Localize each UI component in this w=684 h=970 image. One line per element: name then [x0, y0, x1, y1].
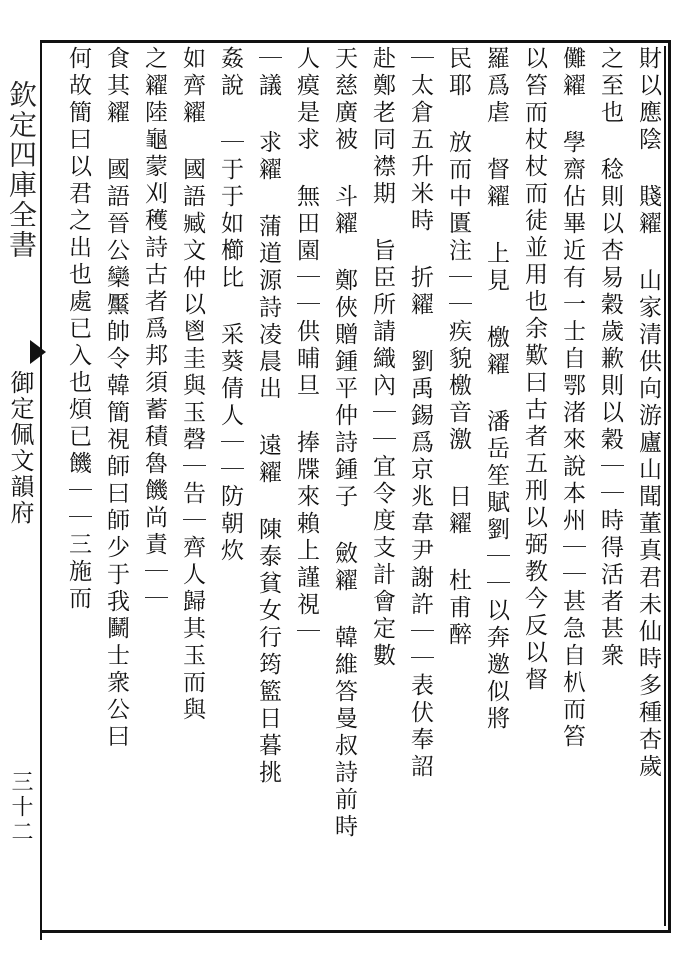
text-column: 之糴陸龜蒙刈穫詩古者爲邦須蓄積魯饑尚責｜｜ [141, 46, 167, 613]
text-column: 儺糴 學齋佔畢近有一士自鄂渚來說本州｜｜甚急自朳而笞 [559, 46, 585, 751]
page-number: 三十二 [8, 770, 33, 845]
text-column: 赴鄭老同襟期 旨臣所請織內｜｜宜令度支計會定數 [369, 46, 395, 670]
margin-column [0, 40, 42, 940]
collection-title: 欽定四庫全書 [5, 80, 38, 260]
text-column: 民耶 放而中匱注｜｜疾貌檄音激 日糴 杜甫醉 [445, 46, 471, 649]
text-column: 天慈廣被 斗糴 鄭俠贈鍾平仲詩鍾子 斂糴 韓維答曼叔詩前時 [331, 46, 357, 841]
text-column: ｜議 求糴 蒲道源詩凌晨出 遠糴 陳泰貧女行筠籃日暮挑 [255, 46, 281, 787]
text-block [44, 46, 666, 926]
text-column: 食其糴 國語晉公欒黶帥令韓簡視師曰師少于我鬭士衆公曰 [103, 46, 129, 751]
text-column: 之至也 稔則以杏易穀歲歉則以穀｜｜時得活者甚衆 [597, 46, 623, 670]
text-column: 如齊糴 國語臧文仲以鬯圭與玉磬｜告｜齊人歸其玉而與 [179, 46, 205, 724]
bottom-border [40, 930, 670, 933]
text-column: 財以應陰 賤糴 山家清供向游廬山聞董真君未仙時多種杏歲 [635, 46, 661, 781]
book-title: 御定佩文韻府 [6, 370, 34, 526]
text-column: 羅爲虐 督糴 上見 檄糴 潘岳笙賦劉｜｜以奔邀似將 [483, 46, 509, 733]
text-column: 以笞而杖杖而徒並用也余歎曰古者五刑以弼教今反以督 [521, 46, 547, 694]
text-column: 姦說 ｜于于如櫛比 采葵倩人｜｜防朝炊 [217, 46, 243, 565]
text-column: 何故簡曰以君之出也處已入也煩已饑｜｜三施而 [65, 46, 91, 613]
text-column: 人瘼是求 無田園｜｜供晡旦 捧牒來賴上謹視｜ [293, 46, 319, 646]
top-border [40, 40, 670, 43]
text-column: ｜太倉五升米時 折糴 劉禹錫爲京兆韋尹謝許｜｜表伏奉詔 [407, 46, 433, 781]
